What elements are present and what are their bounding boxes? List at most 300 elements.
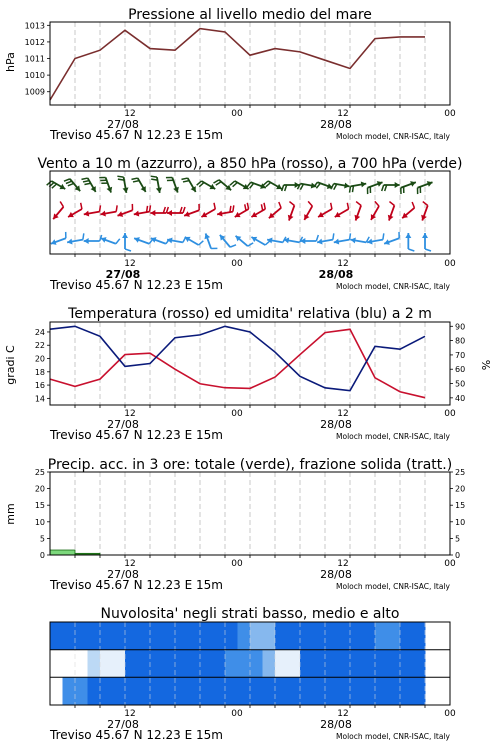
cloud-cell (75, 677, 88, 705)
wind-barb (382, 182, 400, 191)
wind-barb-feather (213, 180, 218, 183)
temperature-ylabel: gradi C (4, 345, 17, 385)
y-tick-label: 20 (34, 354, 45, 364)
cloud-cell (138, 622, 151, 650)
cloud-cell (175, 677, 188, 705)
wind-xtick-00b: 00 (444, 259, 456, 269)
cloud-cell (388, 677, 401, 705)
cloud-cell (225, 677, 238, 705)
wind-barb (101, 237, 120, 244)
wind-barb-feather (133, 181, 139, 182)
wind-barb-feather (214, 203, 215, 209)
precipitation-date-1: 27/08 (107, 568, 139, 581)
pressure-ylabel: hPa (4, 52, 17, 72)
y-tick-label: 1009 (24, 87, 45, 97)
cloud-cell (150, 650, 163, 678)
cloud-cell (263, 622, 276, 650)
cloud-cell (363, 622, 376, 650)
wind-barb-feather (282, 185, 284, 191)
wind-barb-feather (81, 203, 82, 209)
cloud-date-2: 28/08 (320, 718, 352, 731)
y-tick-label: 14 (34, 394, 45, 404)
cloud-cell (275, 677, 288, 705)
wind-barb (350, 237, 369, 244)
wind-barb-feather (412, 202, 414, 208)
precipitation-xtick-12b: 12 (337, 559, 349, 569)
wind-xtick-12a: 12 (124, 259, 136, 269)
wind-barb (134, 205, 151, 216)
cloud-cell (100, 677, 113, 705)
wind-barb-feather (83, 181, 89, 182)
wind-xtick-00a: 00 (231, 259, 243, 269)
wind-barb (402, 202, 414, 218)
cloud-cell (125, 677, 138, 705)
y-tick-label: 5 (39, 534, 45, 544)
wind-barb (197, 181, 216, 189)
cloud-cell (150, 622, 163, 650)
wind-barb (388, 202, 395, 221)
cloud-cell (250, 622, 263, 650)
cloud-cell (175, 650, 188, 678)
temperature-xtick-00b: 00 (444, 409, 456, 419)
cloud-cell (188, 650, 201, 678)
wind-barb (201, 203, 215, 217)
cloud-cell (300, 677, 313, 705)
wind-barb (350, 182, 367, 193)
wind-barb-feather (233, 205, 234, 211)
wind-barb (267, 237, 286, 244)
wind-barb (367, 233, 384, 244)
cloud-cell (163, 650, 176, 678)
wind-barb-feather (150, 205, 151, 211)
cloud-cell (338, 650, 351, 678)
wind-barb-feather (183, 181, 189, 182)
cloud-cell (200, 650, 213, 678)
wind-barb-feather (66, 181, 72, 183)
y-tick-label: 0 (455, 551, 461, 560)
wind-barb (150, 207, 168, 216)
cloud-cell (175, 622, 188, 650)
precipitation-gridlines (75, 472, 425, 558)
cloud-cell (375, 677, 388, 705)
cloud-cell (163, 622, 176, 650)
wind-barb (297, 183, 316, 190)
wind-barb (251, 203, 265, 217)
wind-barb-feather (131, 178, 137, 179)
cloud-panel (49, 606, 456, 742)
cloud-cell (350, 677, 363, 705)
wind-barb-feather (118, 179, 124, 180)
cloud-credit: Moloch model, CNR-ISAC, Italy (336, 732, 450, 741)
wind-barb-feather (375, 201, 379, 206)
wind-barb (217, 205, 234, 216)
temperature-panel (4, 306, 493, 442)
cloud-location: Treviso 45.67 N 12.23 E 15m (50, 728, 223, 742)
cloud-cell (400, 622, 413, 650)
wind-barb (84, 205, 101, 216)
cloud-cell (75, 650, 88, 678)
humidity-line (50, 326, 425, 390)
cloud-cell (63, 650, 76, 678)
wind-barb-feather (116, 239, 120, 244)
cloud-cell (413, 622, 426, 650)
pressure-xtick-12a: 12 (124, 109, 136, 119)
cloud-cell (363, 677, 376, 705)
cloud-cell (338, 622, 351, 650)
wind-barb (117, 176, 128, 193)
cloud-cell (275, 650, 288, 678)
cloud-cell (300, 622, 313, 650)
y-tick-label: 25 (455, 468, 466, 477)
wind-barb-feather (382, 185, 384, 191)
y-tick-label: 80 (455, 336, 466, 346)
cloud-cell (325, 677, 338, 705)
y-tick-label: 20 (34, 484, 45, 494)
wind-barb-feather (60, 201, 63, 206)
y-tick-label: 22 (34, 341, 45, 351)
wind-barb-feather (383, 233, 384, 239)
wind-barb (64, 179, 80, 191)
cloud-cell (88, 677, 101, 705)
precipitation-ylabel: mm (4, 503, 17, 525)
wind-barb (100, 205, 117, 216)
cloud-cell (163, 677, 176, 705)
wind-barb-feather (347, 203, 348, 209)
wind-barb (331, 183, 350, 190)
cloud-cell (50, 650, 63, 678)
wind-barb (53, 201, 63, 219)
cloud-date-1: 27/08 (107, 718, 139, 731)
cloud-cell (88, 622, 101, 650)
cloud-cell (288, 677, 301, 705)
wind-barb-head (422, 233, 428, 238)
temperature-line (50, 329, 425, 397)
precipitation-panel (4, 457, 465, 592)
y-tick-label: 10 (34, 517, 45, 527)
cloud-cell (213, 650, 226, 678)
y-tick-label: 50 (455, 379, 466, 389)
wind-barb-feather (316, 235, 318, 241)
wind-barb-feather (117, 176, 123, 177)
cloud-cell (138, 650, 151, 678)
cloud-cell (375, 622, 388, 650)
wind-barb (384, 232, 399, 245)
wind-barb-feather (84, 183, 90, 184)
wind-barb (166, 177, 179, 192)
pressure-panel (4, 7, 456, 142)
precipitation-title: Precip. acc. in 3 ore: totale (verde), frazione solida (tratt.) (47, 457, 453, 473)
cloud-cell (100, 622, 113, 650)
precipitation-bar (50, 550, 75, 555)
pressure-xtick-00b: 00 (444, 109, 456, 119)
wind-barb (122, 233, 131, 251)
wind-barb-feather (183, 207, 185, 213)
cloud-cell (250, 677, 263, 705)
wind-barb-feather (261, 204, 262, 210)
wind-barb-head (84, 238, 89, 244)
wind-barb-feather (300, 184, 303, 190)
y-tick-label: 15 (455, 501, 466, 511)
wind-barb-feather (68, 183, 74, 185)
cloud-cell (413, 650, 426, 678)
wind-barb (317, 233, 334, 244)
wind-barb (300, 235, 318, 244)
wind-barb-feather (356, 202, 361, 206)
cloud-cell (263, 650, 276, 678)
wind-barb (304, 201, 312, 220)
y-tick-label: 70 (455, 350, 466, 360)
cloud-cell (50, 622, 63, 650)
cloud-cell (113, 677, 126, 705)
wind-barb (335, 203, 349, 217)
cloud-cell (313, 677, 326, 705)
cloud-cell (188, 677, 201, 705)
wind-barb (184, 204, 199, 217)
precipitation-date-2: 28/08 (320, 568, 352, 581)
wind-barb-feather (81, 178, 87, 179)
cloud-heatmap (50, 622, 426, 705)
wind-barb (167, 207, 185, 216)
cloud-cell (275, 622, 288, 650)
cloud-cell (75, 622, 88, 650)
cloud-cell (250, 650, 263, 678)
cloud-cell (400, 677, 413, 705)
cloud-cell (138, 677, 151, 705)
wind-barb-feather (289, 202, 294, 206)
wind-panel (37, 156, 462, 292)
wind-barb (84, 235, 102, 244)
wind-barb-feather (83, 233, 84, 239)
cloud-cell (213, 622, 226, 650)
y-tick-label: 10 (455, 517, 466, 527)
cloud-cell (88, 650, 101, 678)
wind-barb (51, 232, 66, 245)
wind-barb (131, 178, 145, 192)
cloud-cell (200, 677, 213, 705)
precipitation-xtick-12a: 12 (124, 559, 136, 569)
cloud-title: Nuvolosita' negli strati basso, medio e alto (100, 606, 400, 622)
wind-barb-feather (279, 202, 281, 208)
cloud-cell (375, 650, 388, 678)
wind-barb (181, 178, 195, 192)
pressure-line (50, 29, 425, 100)
wind-barb-feather (333, 233, 334, 239)
y-tick-label: 40 (455, 393, 466, 403)
cloud-cell (288, 622, 301, 650)
temperature-date-1: 27/08 (107, 418, 139, 431)
cloud-xtick-12a: 12 (124, 709, 136, 719)
wind-barb (263, 181, 282, 189)
cloud-cell (325, 622, 338, 650)
cloud-cell (350, 650, 363, 678)
cloud-xtick-00a: 00 (231, 709, 243, 719)
cloud-cell (288, 650, 301, 678)
precipitation-xtick-00b: 00 (444, 559, 456, 569)
wind-date-2: 28/08 (318, 268, 354, 281)
pressure-series (50, 29, 425, 100)
wind-date-1: 27/08 (105, 268, 141, 281)
wind-barb-feather (350, 233, 351, 239)
pressure-credit: Moloch model, CNR-ISAC, Italy (336, 132, 450, 141)
wind-barb-feather (151, 176, 157, 177)
wind-barb (405, 233, 414, 251)
wind-barb-feather (352, 186, 353, 192)
cloud-cell (225, 650, 238, 678)
wind-barb-feather (408, 249, 414, 251)
temperature-xtick-12b: 12 (337, 409, 349, 419)
wind-barb (204, 233, 217, 248)
wind-barb-feather (264, 203, 265, 209)
y-tick-label: 60 (455, 365, 466, 375)
wind-barb (151, 237, 170, 244)
cloud-cell (388, 650, 401, 678)
wind-barb-feather (245, 204, 246, 210)
y-tick-label: 1013 (24, 21, 45, 31)
cloud-cell (350, 622, 363, 650)
wind-barb-feather (116, 205, 117, 211)
wind-barb-feather (125, 249, 131, 251)
wind-barb-feather (247, 203, 248, 209)
wind-title: Vento a 10 m (azzurro), a 850 hPa (rosso), a 700 hPa (verde) (37, 156, 463, 172)
wind-barb (185, 237, 204, 245)
wind-barb-feather (308, 201, 312, 206)
temperature-series (50, 326, 425, 397)
pressure-xtick-00a: 00 (231, 109, 243, 119)
wind-barb-feather (389, 202, 394, 206)
cloud-cell (238, 650, 251, 678)
wind-barb (213, 180, 231, 190)
wind-barb (422, 233, 431, 251)
wind-barb (235, 203, 249, 217)
y-tick-label: 25 (34, 468, 45, 477)
wind-barb-feather (334, 184, 337, 190)
wind-barb-feather (216, 182, 221, 185)
precipitation-bars (50, 550, 100, 555)
wind-barb-feather (230, 245, 236, 247)
cloud-cell (125, 650, 138, 678)
wind-barb (334, 233, 351, 244)
wind-barb (81, 178, 95, 192)
wind-credit: Moloch model, CNR-ISAC, Italy (336, 282, 450, 291)
cloud-cell (388, 622, 401, 650)
wind-barb (67, 233, 84, 244)
wind-location: Treviso 45.67 N 12.23 E 15m (50, 278, 223, 292)
wind-barb (230, 181, 249, 189)
wind-barb (354, 202, 361, 221)
wind-barb-feather (331, 203, 332, 209)
pressure-title: Pressione al livello medio del mare (128, 7, 372, 23)
pressure-location: Treviso 45.67 N 12.23 E 15m (50, 128, 223, 142)
y-tick-label: 90 (455, 322, 466, 332)
wind-barb (47, 181, 66, 189)
precipitation-location: Treviso 45.67 N 12.23 E 15m (50, 578, 223, 592)
cloud-cell (313, 650, 326, 678)
y-tick-label: 5 (455, 534, 461, 544)
wind-barb-feather (248, 243, 253, 246)
y-tick-label: 1012 (24, 37, 45, 47)
temperature-title: Temperatura (rosso) ed umidita' relativa (blu) a 2 m (68, 306, 432, 322)
wind-barb-head (122, 233, 128, 238)
temperature-xtick-00a: 00 (231, 409, 243, 419)
wind-barb (167, 237, 186, 244)
wind-barb (151, 176, 162, 193)
wind-xtick-12b: 12 (337, 259, 349, 269)
wind-barb (421, 202, 428, 221)
wind-barb (401, 181, 416, 194)
cloud-cell (100, 650, 113, 678)
y-tick-label: 24 (34, 327, 45, 337)
cloud-cell (113, 622, 126, 650)
cloud-cell (325, 650, 338, 678)
y-tick-label: 1011 (24, 54, 45, 64)
y-tick-label: 20 (455, 484, 466, 494)
pressure-xtick-12b: 12 (337, 109, 349, 119)
cloud-cell (63, 622, 76, 650)
cloud-cell (50, 677, 63, 705)
wind-barb (99, 177, 112, 192)
cloud-cell (150, 677, 163, 705)
wind-barb (236, 236, 254, 246)
wind-barb (220, 235, 236, 247)
pressure-gridlines (75, 22, 425, 108)
wind-barb (288, 202, 295, 221)
y-tick-label: 18 (34, 367, 45, 377)
precipitation-xtick-00a: 00 (231, 559, 243, 569)
wind-barb-feather (151, 179, 157, 180)
cloud-cell (400, 650, 413, 678)
wind-barb-head (150, 210, 155, 216)
cloud-cell (300, 650, 313, 678)
wind-barb-head (405, 233, 411, 238)
cloud-xtick-12b: 12 (337, 709, 349, 719)
wind-barb-feather (425, 249, 431, 251)
cloud-cell (338, 677, 351, 705)
pressure-date-1: 27/08 (107, 118, 139, 131)
pressure-yticks (25, 21, 50, 96)
temperature-credit: Moloch model, CNR-ISAC, Italy (336, 432, 450, 441)
wind-barb-feather (350, 186, 351, 192)
cloud-cell (125, 622, 138, 650)
wind-barb-feather (199, 241, 204, 245)
wind-barb-feather (230, 206, 231, 212)
y-tick-label: 1010 (24, 71, 45, 81)
cloud-cell (188, 622, 201, 650)
wind-barb-feather (100, 205, 101, 211)
cloud-xtick-00b: 00 (444, 709, 456, 719)
wind-barb-feather (147, 206, 148, 212)
temperature-xtick-12a: 12 (124, 409, 136, 419)
cloud-cell (238, 622, 251, 650)
wind-barb-feather (64, 179, 70, 181)
humidity-ylabel: % (480, 359, 493, 371)
cloud-cell (213, 677, 226, 705)
y-tick-label: 16 (34, 381, 45, 391)
temperature-location: Treviso 45.67 N 12.23 E 15m (50, 428, 223, 442)
cloud-cell (263, 677, 276, 705)
cloud-cell (63, 677, 76, 705)
cloud-cell (313, 622, 326, 650)
wind-barb (251, 237, 270, 245)
wind-barb (247, 182, 266, 189)
y-tick-label: 15 (34, 501, 45, 511)
temperature-gridlines (75, 322, 425, 408)
temperature-date-2: 28/08 (320, 418, 352, 431)
cloud-cell (238, 677, 251, 705)
wind-barb-feather (181, 178, 187, 179)
cloud-cell (363, 650, 376, 678)
wind-barb (282, 182, 300, 191)
wind-barb (314, 182, 333, 189)
